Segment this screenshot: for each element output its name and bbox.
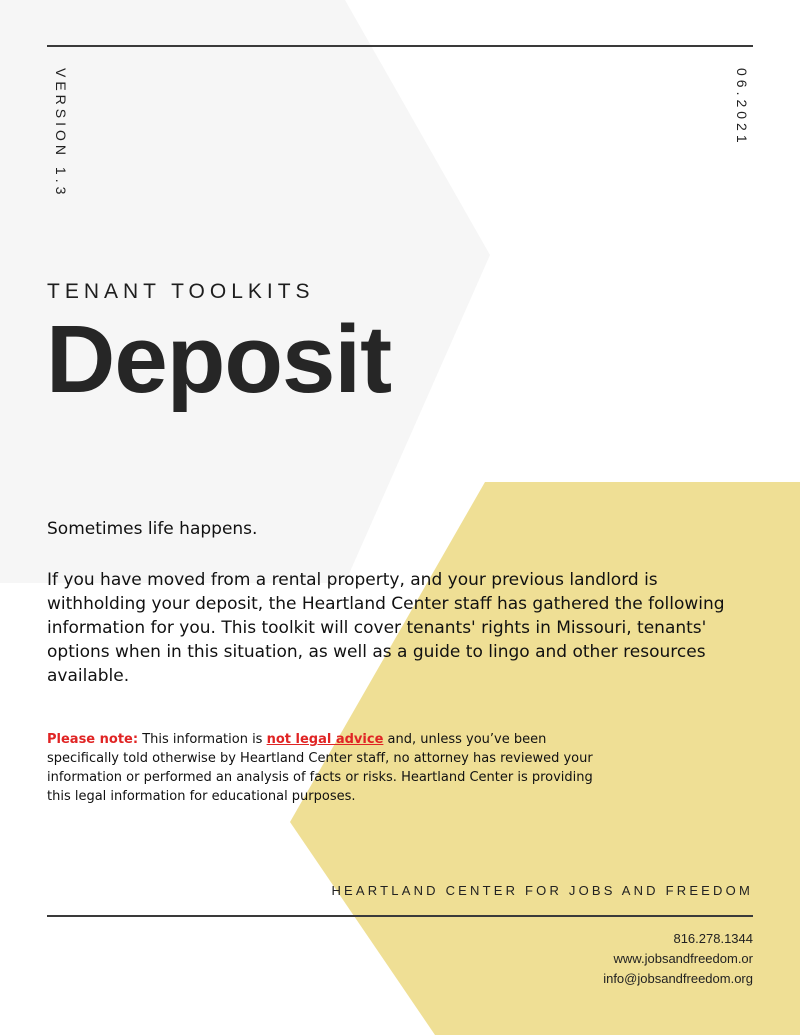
email-link[interactable]: info@jobsandfreedom.org	[603, 971, 753, 986]
bottom-divider	[47, 915, 753, 917]
phone-number: 816.278.1344	[673, 931, 753, 946]
website-link[interactable]: www.jobsandfreedom.or	[613, 951, 753, 966]
date-label: 06.2021	[734, 68, 750, 147]
intro-lead: Sometimes life happens.	[47, 519, 258, 539]
page-title: Deposit	[46, 306, 392, 413]
note-text-after: and, unless you’ve been specifically told otherwise by Heartland Center staff, no attorney has reviewed your information or performed an analysis of facts or risks. Heartland Center is providing this legal information for educational purposes.	[47, 732, 593, 804]
disclaimer-note	[47, 730, 607, 806]
toolkit-subtitle: TENANT TOOLKITS	[47, 280, 315, 303]
note-text-before: This information is	[138, 732, 267, 747]
note-label: Please note:	[47, 732, 139, 747]
top-divider	[47, 45, 753, 47]
contact-block	[603, 929, 753, 989]
organization-name: HEARTLAND CENTER FOR JOBS AND FREEDOM	[331, 883, 753, 898]
version-label: VERSION 1.3	[53, 68, 69, 199]
intro-body: If you have moved from a rental property, and your previous landlord is withholding your deposit, the Heartland Center staff has gathered the following information for you. This toolkit will cover tenants' rights in Missouri, tenants' options when in this situation, as well as a guide to lingo and other resources available.	[47, 570, 725, 686]
not-legal-advice-emphasis: not legal advice	[266, 732, 384, 747]
